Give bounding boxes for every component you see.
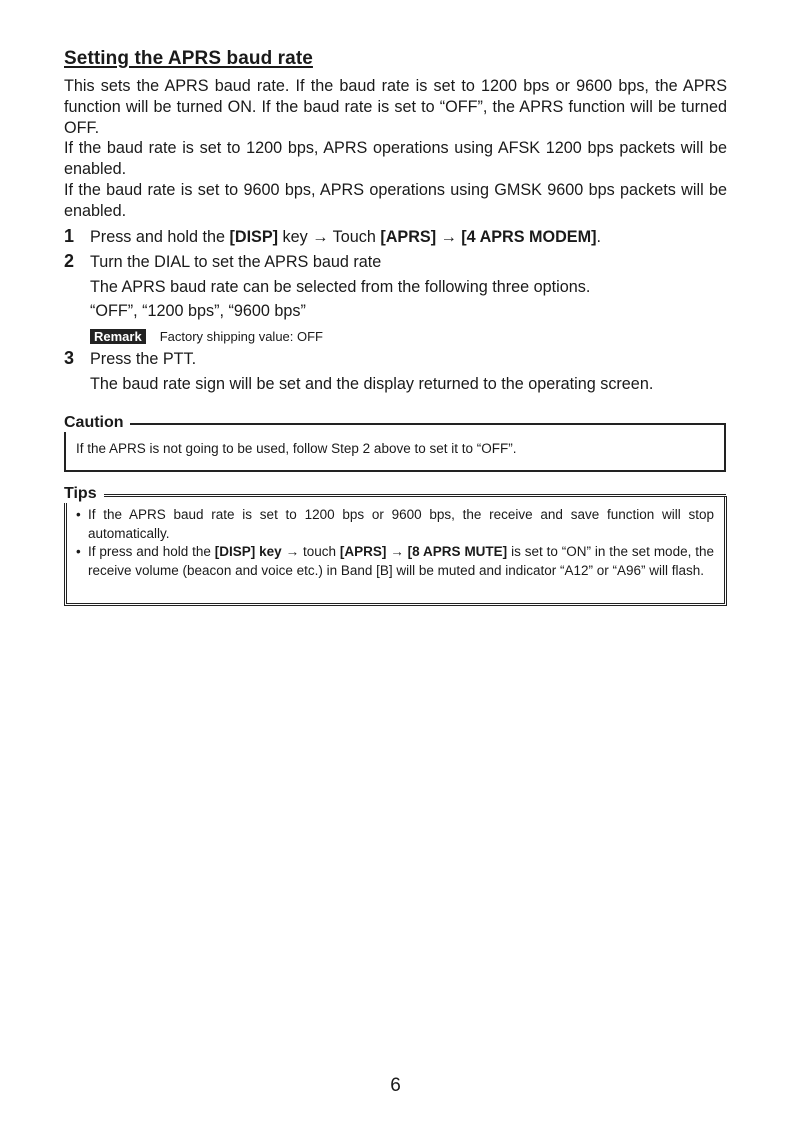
aprs-mute-menu-label: [8 APRS MUTE]: [407, 544, 508, 560]
step-3-text: Press the PTT.: [90, 350, 197, 368]
step-2-text: Turn the DIAL to set the APRS baud rate: [90, 253, 382, 271]
disp-key-label: [DISP]: [229, 228, 279, 246]
aprs-modem-menu-label: [4 APRS MODEM]: [461, 228, 597, 246]
step-1-text-part: .: [596, 228, 601, 246]
bullet-icon: •: [76, 507, 81, 522]
tips-heading: Tips: [64, 485, 101, 503]
tip-text: If press and hold the: [88, 544, 215, 560]
tip-text: → touch: [281, 544, 340, 560]
step-1-text-part: Press and hold the: [90, 228, 230, 246]
section-title: Setting the APRS baud rate: [64, 48, 313, 69]
bullet-icon: •: [76, 544, 81, 560]
remark-badge: Remark: [90, 329, 146, 344]
tip-text: →: [386, 544, 408, 560]
tip-item: [76, 506, 714, 543]
tip-item: [76, 543, 714, 580]
step-3-detail: The baud rate sign will be set and the display returned to the operating screen.: [90, 375, 654, 393]
caution-top-rule: [130, 423, 726, 425]
disp-key-label: [DISP] key: [214, 544, 282, 560]
tips-top-rule: [104, 494, 726, 497]
caution-text: If the APRS is not going to be used, follow Step 2 above to set it to “OFF”.: [76, 441, 517, 456]
step-1-text-part: key → Touch: [278, 228, 381, 246]
intro-paragraph: This sets the APRS baud rate. If the baud rate is set to 1200 bps or 9600 bps, the APRS function will be turned ON. If the baud rate is set to “OFF”, the APRS function will be turned OFF.: [64, 77, 727, 137]
remark-line: [90, 327, 323, 346]
remark-text: Factory shipping value: OFF: [159, 329, 323, 344]
step-2-options: “OFF”, “1200 bps”, “9600 bps”: [90, 302, 306, 320]
intro-paragraph: If the baud rate is set to 9600 bps, APRS operations using GMSK 9600 bps packets will be enabled.: [64, 180, 727, 220]
intro-paragraph: If the baud rate is set to 1200 bps, APRS operations using AFSK 1200 bps packets will be enabled.: [64, 139, 727, 179]
step-3-number: 3: [64, 348, 75, 368]
aprs-key-label: [APRS]: [339, 544, 387, 560]
tips-list: [76, 506, 714, 580]
step-2-detail: The APRS baud rate can be selected from the following three options.: [90, 278, 591, 296]
tip-text: is set to “ON” in the set mode, the receive volume (beacon and voice etc.) in Band [B] will be muted and indicator “A12” or “A96” will flash.: [88, 544, 714, 578]
step-1-text: [90, 228, 601, 247]
step-1-text-part: →: [436, 228, 462, 246]
step-1-number: 1: [64, 226, 75, 246]
intro-text: [64, 76, 727, 222]
tip-text: If the APRS baud rate is set to 1200 bps or 9600 bps, the receive and save function will stop automatically.: [88, 507, 714, 541]
caution-heading: Caution: [64, 414, 128, 432]
aprs-key-label: [APRS]: [380, 228, 437, 246]
step-2-number: 2: [64, 251, 75, 271]
page-number: 6: [390, 1075, 401, 1096]
